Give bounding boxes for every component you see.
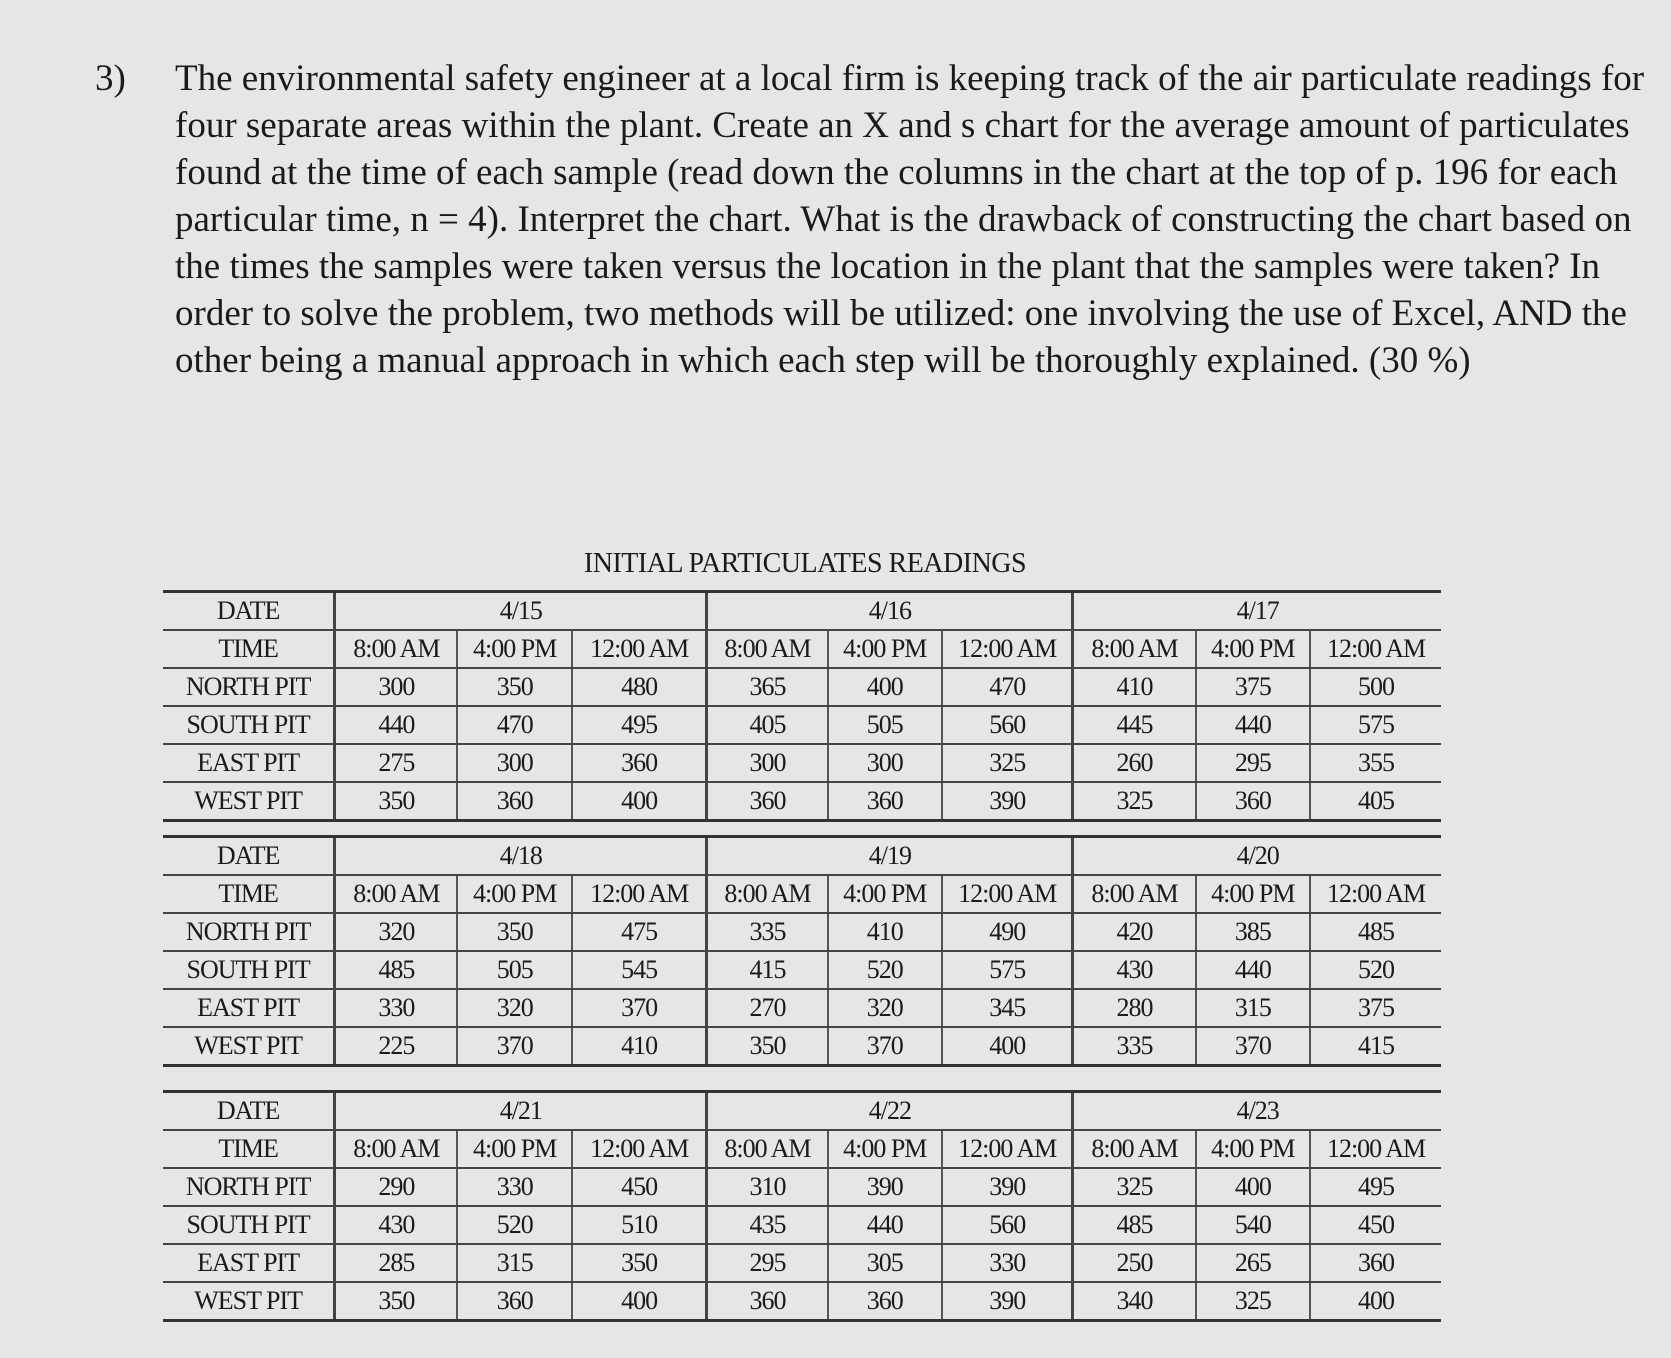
date-row bbox=[163, 593, 1441, 630]
time-cell: 12:00 AM bbox=[942, 1130, 1073, 1168]
time-label: TIME bbox=[163, 630, 335, 668]
west-pit-label: WEST PIT bbox=[163, 1027, 335, 1066]
reading-cell: 480 bbox=[572, 668, 707, 706]
date-row bbox=[163, 1093, 1441, 1130]
time-row bbox=[163, 630, 1441, 668]
reading-cell: 225 bbox=[335, 1027, 458, 1066]
reading-cell: 500 bbox=[1310, 668, 1441, 706]
reading-cell: 485 bbox=[1073, 1206, 1196, 1244]
table-title: INITIAL PARTICULATES READINGS bbox=[583, 548, 1027, 579]
reading-cell: 410 bbox=[1073, 668, 1196, 706]
reading-cell: 335 bbox=[1073, 1027, 1196, 1066]
reading-cell: 270 bbox=[707, 989, 828, 1027]
reading-cell: 430 bbox=[1073, 951, 1196, 989]
time-cell: 12:00 AM bbox=[572, 875, 707, 913]
reading-cell: 490 bbox=[942, 913, 1073, 951]
reading-cell: 260 bbox=[1073, 744, 1196, 782]
readings-table-2 bbox=[163, 835, 1441, 1067]
reading-cell: 350 bbox=[707, 1027, 828, 1066]
time-cell: 12:00 AM bbox=[1310, 630, 1441, 668]
reading-cell: 385 bbox=[1196, 913, 1311, 951]
south-pit-label: SOUTH PIT bbox=[163, 951, 335, 989]
time-cell: 8:00 AM bbox=[335, 630, 458, 668]
time-cell: 4:00 PM bbox=[828, 1130, 943, 1168]
readings-table-1 bbox=[163, 590, 1441, 822]
reading-cell: 290 bbox=[335, 1168, 458, 1206]
reading-cell: 325 bbox=[1073, 782, 1196, 821]
reading-cell: 475 bbox=[572, 913, 707, 951]
reading-cell: 360 bbox=[457, 1282, 572, 1321]
reading-cell: 330 bbox=[942, 1244, 1073, 1282]
west-pit-row bbox=[163, 1282, 1441, 1321]
date-label: DATE bbox=[163, 1093, 335, 1130]
reading-cell: 370 bbox=[828, 1027, 943, 1066]
problem-text: The environmental safety engineer at a local firm is keeping track of the air particulate readings for four separate areas within the plant. Create an X and s chart for the average amount of particulates found at the time of each sample (read down the columns in the chart at the top of p. 196 for each particular time, n = 4). Interpret the chart. What is the drawback of constructing the chart based on the times the samples were taken versus the location in the plant that the samples were taken? In order to solve the problem, two methods will be utilized: one involving the use of Excel, AND the other being a manual approach in which each step will be thoroughly explained. (30 %) bbox=[175, 58, 1645, 381]
reading-cell: 315 bbox=[457, 1244, 572, 1282]
time-cell: 4:00 PM bbox=[457, 630, 572, 668]
time-cell: 8:00 AM bbox=[335, 875, 458, 913]
reading-cell: 295 bbox=[707, 1244, 828, 1282]
reading-cell: 365 bbox=[707, 668, 828, 706]
reading-cell: 450 bbox=[1310, 1206, 1441, 1244]
reading-cell: 560 bbox=[942, 706, 1073, 744]
reading-cell: 445 bbox=[1073, 706, 1196, 744]
reading-cell: 400 bbox=[572, 782, 707, 821]
reading-cell: 440 bbox=[1196, 706, 1311, 744]
reading-cell: 540 bbox=[1196, 1206, 1311, 1244]
reading-cell: 370 bbox=[572, 989, 707, 1027]
reading-cell: 390 bbox=[942, 782, 1073, 821]
reading-cell: 485 bbox=[1310, 913, 1441, 951]
south-pit-label: SOUTH PIT bbox=[163, 706, 335, 744]
reading-cell: 280 bbox=[1073, 989, 1196, 1027]
time-cell: 12:00 AM bbox=[942, 875, 1073, 913]
reading-cell: 335 bbox=[707, 913, 828, 951]
time-row bbox=[163, 1130, 1441, 1168]
reading-cell: 340 bbox=[1073, 1282, 1196, 1321]
reading-cell: 470 bbox=[457, 706, 572, 744]
south-pit-row bbox=[163, 706, 1441, 744]
reading-cell: 470 bbox=[942, 668, 1073, 706]
reading-cell: 355 bbox=[1310, 744, 1441, 782]
time-cell: 8:00 AM bbox=[1073, 1130, 1196, 1168]
reading-cell: 360 bbox=[457, 782, 572, 821]
reading-cell: 440 bbox=[1196, 951, 1311, 989]
reading-cell: 300 bbox=[457, 744, 572, 782]
north-pit-row bbox=[163, 1168, 1441, 1206]
reading-cell: 275 bbox=[335, 744, 458, 782]
reading-cell: 300 bbox=[828, 744, 943, 782]
reading-cell: 285 bbox=[335, 1244, 458, 1282]
readings-table-3 bbox=[163, 1090, 1441, 1322]
time-cell: 8:00 AM bbox=[1073, 630, 1196, 668]
time-label: TIME bbox=[163, 1130, 335, 1168]
north-pit-row bbox=[163, 913, 1441, 951]
time-label: TIME bbox=[163, 875, 335, 913]
reading-cell: 375 bbox=[1310, 989, 1441, 1027]
reading-cell: 505 bbox=[828, 706, 943, 744]
east-pit-label: EAST PIT bbox=[163, 989, 335, 1027]
reading-cell: 350 bbox=[457, 913, 572, 951]
east-pit-label: EAST PIT bbox=[163, 744, 335, 782]
west-pit-row bbox=[163, 782, 1441, 821]
reading-cell: 310 bbox=[707, 1168, 828, 1206]
reading-cell: 420 bbox=[1073, 913, 1196, 951]
reading-cell: 320 bbox=[335, 913, 458, 951]
reading-cell: 330 bbox=[335, 989, 458, 1027]
reading-cell: 400 bbox=[942, 1027, 1073, 1066]
reading-cell: 410 bbox=[828, 913, 943, 951]
reading-cell: 250 bbox=[1073, 1244, 1196, 1282]
east-pit-row bbox=[163, 989, 1441, 1027]
reading-cell: 575 bbox=[1310, 706, 1441, 744]
reading-cell: 330 bbox=[457, 1168, 572, 1206]
reading-cell: 350 bbox=[335, 782, 458, 821]
reading-cell: 295 bbox=[1196, 744, 1311, 782]
reading-cell: 400 bbox=[1196, 1168, 1311, 1206]
east-pit-row bbox=[163, 744, 1441, 782]
reading-cell: 520 bbox=[828, 951, 943, 989]
time-cell: 8:00 AM bbox=[707, 1130, 828, 1168]
north-pit-label: NORTH PIT bbox=[163, 1168, 335, 1206]
east-pit-row bbox=[163, 1244, 1441, 1282]
date-cell: 4/17 bbox=[1073, 593, 1441, 630]
time-cell: 4:00 PM bbox=[828, 875, 943, 913]
reading-cell: 390 bbox=[942, 1282, 1073, 1321]
date-label: DATE bbox=[163, 838, 335, 875]
reading-cell: 360 bbox=[1310, 1244, 1441, 1282]
reading-cell: 405 bbox=[1310, 782, 1441, 821]
reading-cell: 495 bbox=[572, 706, 707, 744]
reading-cell: 360 bbox=[707, 1282, 828, 1321]
reading-cell: 265 bbox=[1196, 1244, 1311, 1282]
reading-cell: 400 bbox=[572, 1282, 707, 1321]
reading-cell: 505 bbox=[457, 951, 572, 989]
reading-cell: 495 bbox=[1310, 1168, 1441, 1206]
reading-cell: 560 bbox=[942, 1206, 1073, 1244]
date-row bbox=[163, 838, 1441, 875]
reading-cell: 305 bbox=[828, 1244, 943, 1282]
reading-cell: 360 bbox=[828, 782, 943, 821]
reading-cell: 360 bbox=[1196, 782, 1311, 821]
south-pit-row bbox=[163, 951, 1441, 989]
date-cell: 4/22 bbox=[707, 1093, 1073, 1130]
time-cell: 12:00 AM bbox=[572, 630, 707, 668]
time-cell: 4:00 PM bbox=[1196, 630, 1311, 668]
reading-cell: 405 bbox=[707, 706, 828, 744]
reading-cell: 375 bbox=[1196, 668, 1311, 706]
reading-cell: 390 bbox=[942, 1168, 1073, 1206]
reading-cell: 360 bbox=[828, 1282, 943, 1321]
reading-cell: 320 bbox=[828, 989, 943, 1027]
reading-cell: 415 bbox=[707, 951, 828, 989]
reading-cell: 400 bbox=[1310, 1282, 1441, 1321]
date-cell: 4/20 bbox=[1073, 838, 1441, 875]
reading-cell: 345 bbox=[942, 989, 1073, 1027]
reading-cell: 575 bbox=[942, 951, 1073, 989]
reading-cell: 435 bbox=[707, 1206, 828, 1244]
time-cell: 4:00 PM bbox=[1196, 1130, 1311, 1168]
reading-cell: 300 bbox=[335, 668, 458, 706]
date-label: DATE bbox=[163, 593, 335, 630]
date-cell: 4/15 bbox=[335, 593, 707, 630]
reading-cell: 510 bbox=[572, 1206, 707, 1244]
reading-cell: 450 bbox=[572, 1168, 707, 1206]
time-cell: 12:00 AM bbox=[1310, 875, 1441, 913]
time-cell: 8:00 AM bbox=[707, 875, 828, 913]
time-cell: 12:00 AM bbox=[942, 630, 1073, 668]
time-cell: 8:00 AM bbox=[707, 630, 828, 668]
reading-cell: 360 bbox=[572, 744, 707, 782]
east-pit-label: EAST PIT bbox=[163, 1244, 335, 1282]
date-cell: 4/16 bbox=[707, 593, 1073, 630]
time-cell: 12:00 AM bbox=[1310, 1130, 1441, 1168]
time-row bbox=[163, 875, 1441, 913]
time-cell: 4:00 PM bbox=[1196, 875, 1311, 913]
date-cell: 4/18 bbox=[335, 838, 707, 875]
time-cell: 8:00 AM bbox=[335, 1130, 458, 1168]
west-pit-row bbox=[163, 1027, 1441, 1066]
reading-cell: 370 bbox=[457, 1027, 572, 1066]
reading-cell: 440 bbox=[828, 1206, 943, 1244]
reading-cell: 325 bbox=[1073, 1168, 1196, 1206]
north-pit-label: NORTH PIT bbox=[163, 668, 335, 706]
reading-cell: 430 bbox=[335, 1206, 458, 1244]
reading-cell: 485 bbox=[335, 951, 458, 989]
reading-cell: 350 bbox=[335, 1282, 458, 1321]
date-cell: 4/19 bbox=[707, 838, 1073, 875]
reading-cell: 410 bbox=[572, 1027, 707, 1066]
time-cell: 4:00 PM bbox=[457, 1130, 572, 1168]
time-cell: 4:00 PM bbox=[828, 630, 943, 668]
reading-cell: 370 bbox=[1196, 1027, 1311, 1066]
reading-cell: 325 bbox=[942, 744, 1073, 782]
reading-cell: 440 bbox=[335, 706, 458, 744]
reading-cell: 520 bbox=[457, 1206, 572, 1244]
reading-cell: 520 bbox=[1310, 951, 1441, 989]
reading-cell: 320 bbox=[457, 989, 572, 1027]
reading-cell: 390 bbox=[828, 1168, 943, 1206]
south-pit-label: SOUTH PIT bbox=[163, 1206, 335, 1244]
north-pit-row bbox=[163, 668, 1441, 706]
reading-cell: 400 bbox=[828, 668, 943, 706]
reading-cell: 545 bbox=[572, 951, 707, 989]
south-pit-row bbox=[163, 1206, 1441, 1244]
reading-cell: 350 bbox=[457, 668, 572, 706]
reading-cell: 300 bbox=[707, 744, 828, 782]
date-cell: 4/23 bbox=[1073, 1093, 1441, 1130]
reading-cell: 350 bbox=[572, 1244, 707, 1282]
time-cell: 4:00 PM bbox=[457, 875, 572, 913]
problem-statement bbox=[95, 55, 1655, 384]
reading-cell: 360 bbox=[707, 782, 828, 821]
west-pit-label: WEST PIT bbox=[163, 782, 335, 821]
problem-number: 3) bbox=[95, 58, 126, 99]
north-pit-label: NORTH PIT bbox=[163, 913, 335, 951]
reading-cell: 325 bbox=[1196, 1282, 1311, 1321]
date-cell: 4/21 bbox=[335, 1093, 707, 1130]
reading-cell: 315 bbox=[1196, 989, 1311, 1027]
time-cell: 8:00 AM bbox=[1073, 875, 1196, 913]
reading-cell: 415 bbox=[1310, 1027, 1441, 1066]
time-cell: 12:00 AM bbox=[572, 1130, 707, 1168]
west-pit-label: WEST PIT bbox=[163, 1282, 335, 1321]
